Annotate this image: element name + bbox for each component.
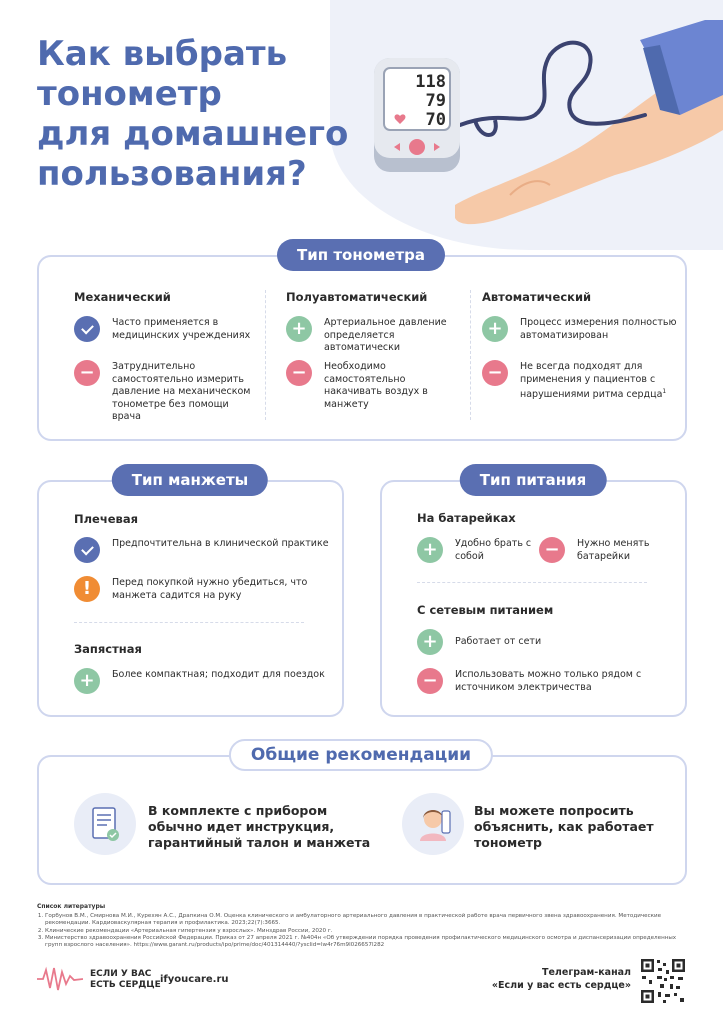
title-line: Как выбрать — [37, 34, 288, 74]
brand-line: ЕСТЬ СЕРДЦЕ — [90, 980, 161, 990]
list-item — [74, 537, 329, 563]
semiautomatic-title: Полуавтоматический — [286, 290, 428, 304]
divider — [74, 622, 304, 623]
tube-illustration — [460, 43, 645, 125]
site-link[interactable]: ifyoucare.ru — [160, 974, 229, 985]
item-text: Нужно менять батарейки — [577, 538, 650, 562]
automatic-title: Автоматический — [482, 290, 592, 304]
plus-icon: + — [417, 629, 443, 655]
item-text: Процесс измерения полностью автоматизирован — [520, 317, 677, 341]
list-item — [74, 576, 329, 602]
display-dia: 79 — [425, 91, 446, 111]
item-text: Использовать можно только рядом с источником электричества — [455, 669, 642, 693]
display-sys: 118 — [415, 72, 446, 92]
divider — [265, 290, 266, 420]
plus-icon: + — [482, 316, 508, 342]
list-item — [417, 668, 677, 694]
item-text: Перед покупкой нужно убедиться, что манжета садится на руку — [112, 577, 308, 601]
recommendation-left: В комплекте с прибором обычно идет инструкция, гарантийный талон и манжета — [148, 803, 371, 850]
telegram-name: «Если у вас есть сердце» — [491, 980, 631, 991]
item-text: Артериальное давление определяется автоматически — [324, 317, 447, 353]
minus-icon: − — [482, 360, 508, 386]
reference-item: 2. Клинические рекомендации «Артериальная гипертензия у взрослых». Минздрав России, 2020 г. — [45, 928, 687, 935]
minus-icon: − — [417, 668, 443, 694]
list-item — [74, 668, 329, 694]
list-item — [286, 360, 461, 411]
reference-item: 3. Министерство здравоохранения Российской Федерации. Приказ от 27 апреля 2021 г. №404н «Об утверждении порядка проведения профилактического медицинского осмотра и диспансеризации определенных групп взрослого населения». https://www.garant.ru/products/ipo/prime/doc/401314440/?ysclid=lw4r76m9l026657l282 — [45, 935, 687, 949]
check-icon — [74, 316, 100, 342]
minus-icon: − — [74, 360, 100, 386]
warning-icon: ! — [74, 576, 100, 602]
telegram-channel — [492, 966, 631, 992]
brand-line: ЕСЛИ У ВАС — [90, 969, 152, 979]
list-item — [482, 360, 680, 402]
battery-title: На батарейках — [417, 511, 516, 525]
document-icon — [74, 793, 136, 855]
references-heading: Список литературы — [37, 903, 106, 910]
wrist-title: Запястная — [74, 642, 142, 656]
divider — [470, 290, 471, 420]
list-item — [417, 629, 677, 655]
page-title — [37, 34, 357, 194]
item-text: Удобно брать с собой — [455, 538, 532, 562]
item-text: Предпочтительна в клинической практике — [112, 538, 329, 549]
item-text: Часто применяется в медицинских учреждениях — [112, 317, 251, 341]
item-text: Работает от сети — [455, 636, 542, 647]
item-text — [520, 361, 680, 402]
title-line: для домашнего — [37, 114, 349, 154]
reference-item: 1. Горбунов В.М., Смирнова М.И., Курехян А.С., Драпкина О.М. Оценка клинического и амбулаторного артериального давления в практической работе врача первичного звена здравоохранения. Методические рекомендации. Кардиоваскулярная терапия и профилактика. 2023;22(7):3665. — [45, 913, 687, 927]
plus-icon: + — [74, 668, 100, 694]
mechanical-title: Механический — [74, 290, 171, 304]
minus-icon: − — [539, 537, 565, 563]
list-item — [74, 316, 260, 342]
minus-icon: − — [286, 360, 312, 386]
plus-icon: + — [286, 316, 312, 342]
display-pulse: 70 — [425, 110, 446, 130]
mains-title: С сетевым питанием — [417, 603, 554, 617]
shoulder-title: Плечевая — [74, 512, 138, 526]
plus-icon: + — [417, 537, 443, 563]
item-text: Более компактная; подходит для поездок — [112, 669, 325, 680]
footnote-mark: 1 — [662, 388, 667, 395]
cuff-type-heading: Тип манжеты — [112, 464, 268, 496]
references — [37, 903, 687, 949]
list-item — [74, 360, 260, 424]
general-heading: Общие рекомендации — [229, 739, 493, 771]
item-text-main: Не всегда подходят для применения у пациентов с нарушениями ритма сердца — [520, 361, 663, 401]
item-text: Затруднительно самостоятельно измерить давление на механическом тонометре без помощи врача — [112, 361, 251, 422]
item-text: Необходимо самостоятельно накачивать воздух в манжету — [324, 361, 428, 410]
list-item — [286, 316, 461, 355]
tonometer-illustration — [360, 0, 723, 240]
tonometer-type-heading: Тип тонометра — [277, 239, 445, 271]
power-button-icon — [409, 139, 425, 155]
divider — [417, 582, 647, 583]
heartbeat-logo-icon — [37, 966, 83, 992]
list-item — [417, 537, 532, 563]
recommendation-right: Вы можете попросить объяснить, как работает тонометр — [474, 803, 654, 850]
title-line: пользования? — [37, 154, 307, 194]
power-type-heading: Тип питания — [460, 464, 607, 496]
telegram-label: Телеграм-канал — [542, 967, 631, 978]
list-item — [539, 537, 679, 563]
check-icon — [74, 537, 100, 563]
doctor-icon — [402, 793, 464, 855]
list-item — [482, 316, 680, 342]
brand-logo-text — [90, 969, 161, 991]
qr-code-icon[interactable] — [640, 958, 686, 1004]
title-line: тонометр — [37, 74, 222, 114]
